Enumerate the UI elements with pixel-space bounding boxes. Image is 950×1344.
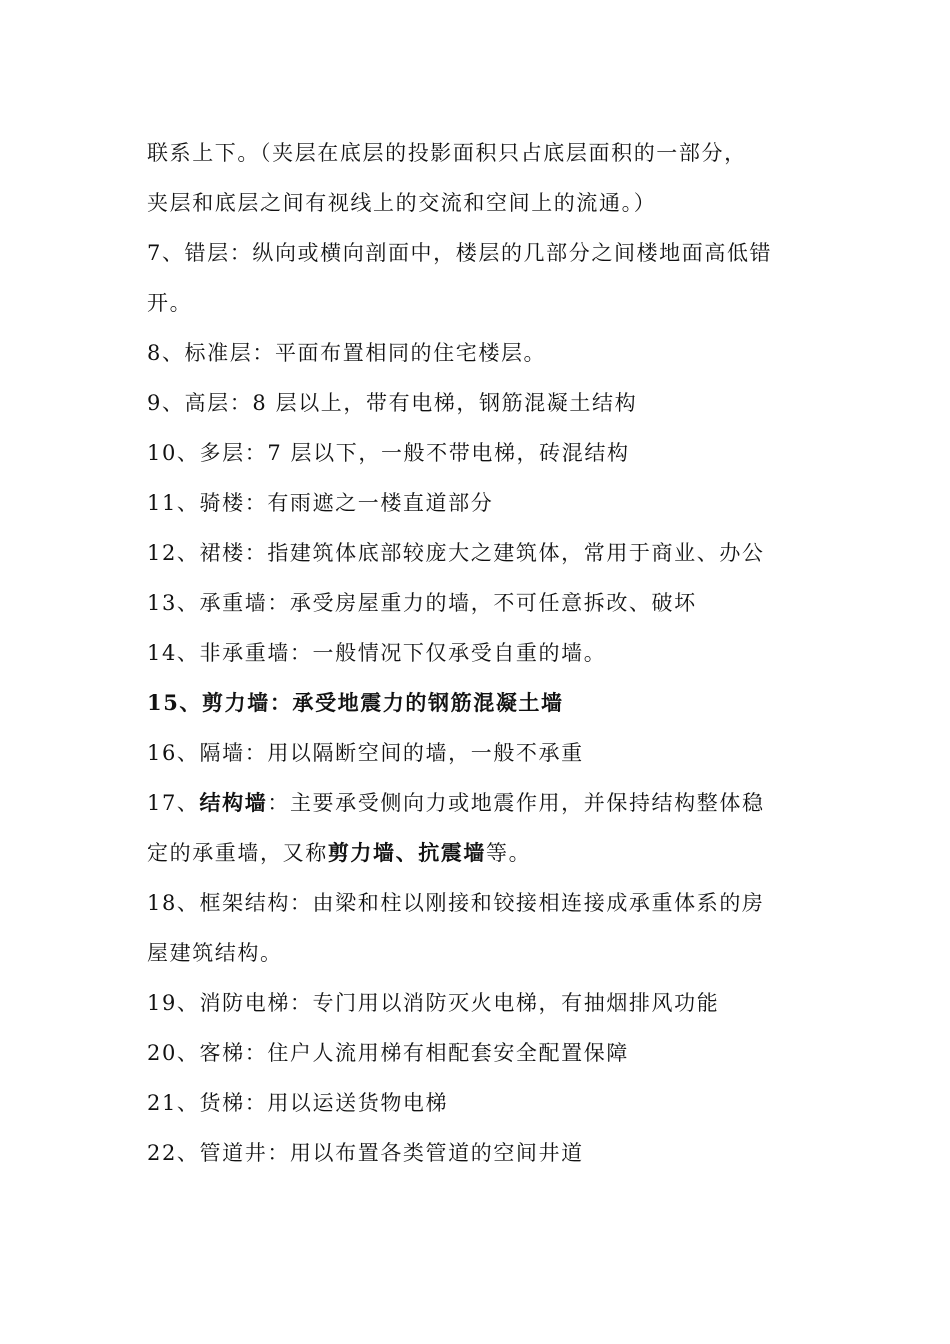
text-line: 12、裙楼：指建筑体底部较庞大之建筑体，常用于商业、办公 [147,541,765,565]
text-line: 夹层和底层之间有视线上的交流和空间上的流通。） [147,191,657,215]
text-line: 22、管道井：用以布置各类管道的空间井道 [147,1141,584,1165]
text-line: 18、框架结构：由梁和柱以刚接和铰接相连接成承重体系的房 [147,891,765,915]
text-line: 7、错层：纵向或横向剖面中，楼层的几部分之间楼地面高低错 [147,241,773,265]
definition-text: 定的承重墙，又称 [147,841,328,865]
text-line: 开。 [147,291,193,315]
text-line: 9、高层：8 层以上，带有电梯，钢筋混凝土结构 [147,391,638,415]
text-line: 10、多层：7 层以下，一般不带电梯，砖混结构 [147,441,630,465]
text-line: 21、货梯：用以运送货物电梯 [147,1091,449,1115]
text-line: 14、非承重墙：一般情况下仅承受自重的墙。 [147,641,607,665]
bold-term: 剪力墙、抗震墙 [327,840,487,865]
text-line: 16、隔墙：用以隔断空间的墙，一般不承重 [147,741,584,765]
text-line: 屋建筑结构。 [147,941,283,965]
text-line: 20、客梯：住户人流用梯有相配套安全配置保障 [147,1041,629,1065]
definition-text: 等。 [486,841,532,865]
definition-text: ：主要承受侧向力或地震作用，并保持结构整体稳 [267,791,765,815]
item-number: 17、 [147,791,200,815]
bold-term: 结构墙 [199,790,268,815]
document-body [147,128,817,1178]
text-line: 19、消防电梯：专门用以消防灭火电梯，有抽烟排风功能 [147,991,720,1015]
text-line: 13、承重墙：承受房屋重力的墙，不可任意拆改、破坏 [147,591,697,615]
text-line-bold: 15、剪力墙：承受地震力的钢筋混凝土墙 [147,690,564,715]
text-line: 11、骑楼：有雨遮之一楼直道部分 [147,491,494,515]
text-line: 联系上下。（夹层在底层的投影面积只占底层面积的一部分， [147,141,747,165]
text-line: 8、标准层：平面布置相同的住宅楼层。 [147,341,547,365]
text-line-mixed [147,778,817,828]
text-line-mixed [147,828,817,878]
